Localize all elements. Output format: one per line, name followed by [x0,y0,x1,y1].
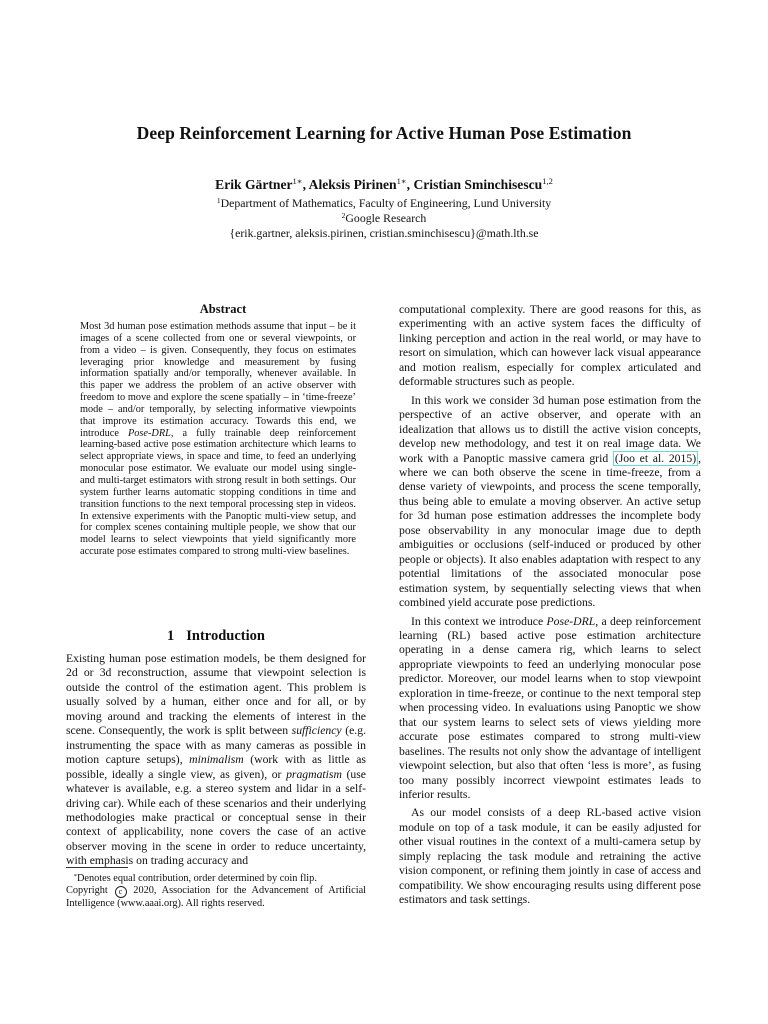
paper-title: Deep Reinforcement Learning for Active Human Pose Estimation [136,123,632,143]
copyright-icon: c [115,886,127,898]
affiliation-1: $^1$Department of Mathematics, Faculty of Engineering, Lund University [216,196,552,210]
author-emails: {erik.gartner, aleksis.pirinen, cristian.sminchisescu}@math.lth.se [229,226,539,240]
author-affiliation-mark: 1∗ [292,176,303,186]
paragraph: In this context we introduce Pose-DRL, a deep reinforcement learning (RL) based active pose estimation architecture operating in a dense camera rig, which learns to select appropriate viewpoints to feed an underlying monocular pose predictor. Moreover, our model learns when to stop viewpoint exploration in time-freeze, or continue to the next temporal step when processing video. In evaluations using Panoptic we show that our system learns to select sets of views yielding more accurate pose estimates compared to strong multi-view baselines. The results not only show the advantage of intelligent viewpoint selection, but also that often ‘less is more’, as fusing too many possibly incorrect viewpoint estimates leads to inferior results. [399,614,701,801]
footnote: *Denotes equal contribution, order determined by coin flip. Copyright c 2020, Association for the Advancement of Artificial Intelligence (www.aaai.org). All rights reserved. [66,873,366,910]
introduction-text: Existing human pose estimation models, be them designed for 2d or 3d reconstruction, assume that viewpoint selection is outside the control of the estimation agent. This problem is usually solved by a human, either once and for all, or by moving around and tracking the elements of interest in the scene. Consequently, the work is split between sufficiency (e.g. instrumenting the space with as many cameras as possible in motion capture setups), minimalism (work with as little as possible, ideally a single view, as given), or pragmatism (use whatever is available, e.g. a stereo system and lidar in a self-driving car). While each of these scenarios and their underlying methodologies make practical or conceptual sense in their context of applicability, none covers the case of an active observer moving in the scene in order to reduce uncertainty, with emphasis on trading accuracy and [66,652,366,868]
paragraph: In this work we consider 3d human pose estimation from the perspective of an active observer, and operate with an idealization that allows us to distill the active vision concepts, develop new methodology, and test it on real image data. We work with a Panoptic massive camera grid (Joo et al. 2015) , where we can both observe the scene in time-freeze, from a dense variety of viewpoints, and process the scene temporally, thus being able to emulate a moving observer. An active setup for 3d human pose estimation addresses the incomplete body pose observability in any monocular image due to depth ambiguities or occlusions (self-induced or produced by other people or objects). It also enables adaptation with respect to any potential limitations of the associated monocular pose estimation system, by sequentially selecting views that when combined yield accurate pose predictions. [399,393,702,610]
paragraph: computational complexity. There are good reasons for this, as experimenting with an active system faces the difficulty of linking perception and action in the real world, or may have to resort on simulation, which can however lack visual appearance and motion realism, especially for complex articulated and deformable structures such as people. [399,303,701,389]
author-name: Cristian Sminchisescu [413,177,543,192]
affiliation-2: $^2$Google Research [341,211,427,225]
right-column-text [399,303,701,912]
author-name: Erik Gärtner [215,177,293,192]
paragraph: As our model consists of a deep RL-based active vision module on top of a task module, it can be easily adjusted for other visual routines in the context of a multi-camera setup by simply replacing the task module and retraining the active vision component, or refining them jointly in case of access and compatibility. We show encouraging results using different pose estimators and task settings. [399,806,701,907]
author-affiliation-mark: 1∗ [396,176,407,186]
citation-link[interactable]: (Joo et al. 2015) [614,451,697,465]
abstract-heading: Abstract [199,302,247,316]
author-name: Aleksis Pirinen [308,177,397,192]
abstract-text: Most 3d human pose estimation methods assume that input – be it images of a scene collected from one or several viewpoints, or from a video – is given. Consequently, they focus on estimates leveraging prior knowledge and measurement by fusing information spatially and/or temporally, whenever available. In this paper we address the problem of an active observer with freedom to move and explore the scene spatially – in ‘time-freeze’ mode – and/or temporally, by selecting informative viewpoints that improve its estimation accuracy. Towards this end, we introduce Pose-DRL, a fully trainable deep reinforcement learning-based active pose estimation architecture which learns to select appropriate views, in space and time, to feed an underlying monocular pose estimator. We evaluate our model using single- and multi-target estimators with strong result in both settings. Our system further learns automatic stopping conditions in time and transition functions to the next temporal processing step in videos. In extensive experiments with the Panoptic multi-view setup, and for complex scenes containing multiple people, we show that our model learns to select viewpoints that yield significantly more accurate pose estimates compared to strong multi-view baselines. [80,321,356,558]
author-list: Erik Gärtner$^{1∗}$, Aleksis Pirinen$^{1∗}$, Cristian Sminchisescu$^{1,2}$ [215,176,553,192]
section-heading-introduction: 1 Introduction [167,628,265,644]
footnote-divider [66,867,128,868]
author-affiliation-mark: 1,2 [542,176,553,186]
